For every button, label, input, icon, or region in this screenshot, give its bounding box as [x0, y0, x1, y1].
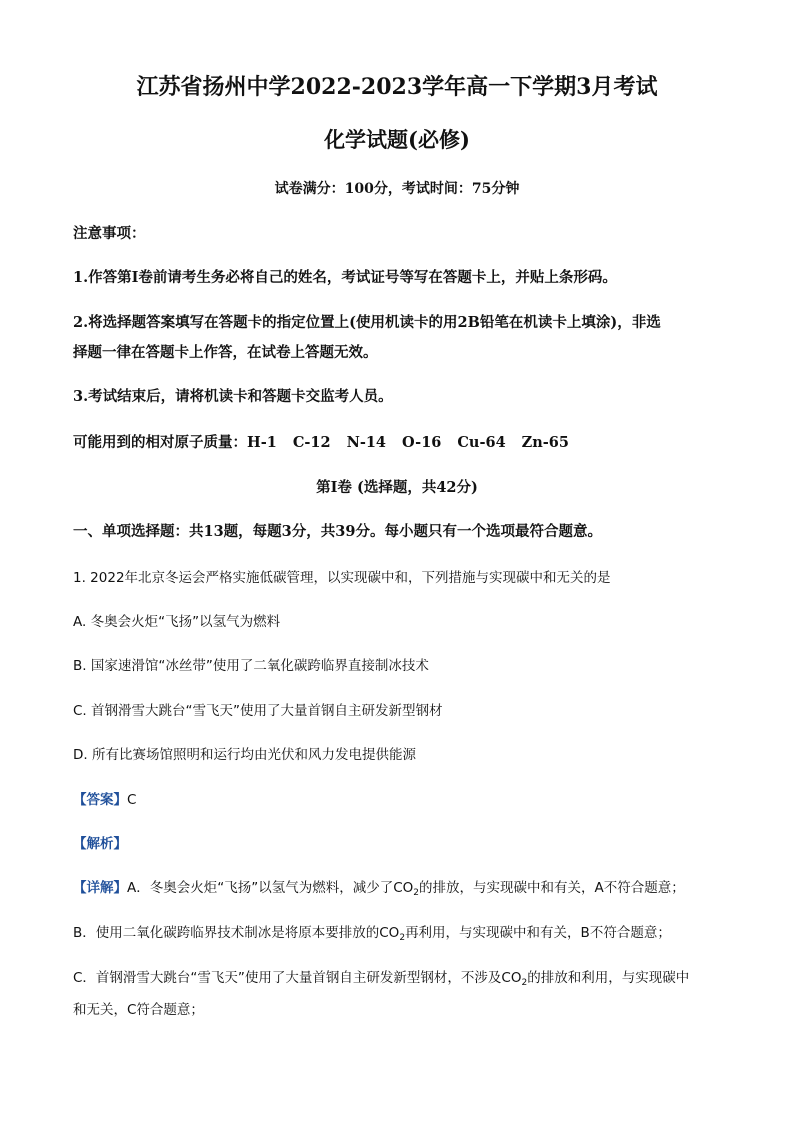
notes-item-2-line-1: 2.将选择题答案填写在答题卡的指定位置上(使用机读卡的用2B铅笔在机读卡上填涂)，非选: [73, 314, 661, 331]
detail-b-text: B．使用二氧化碳跨临界技术制冰是将原本要排放的CO: [73, 925, 400, 941]
detail-b-text-end: 再利用，与实现碳中和有关，B不符合题意；: [405, 925, 671, 941]
atomic-mass-item: Cu-64: [457, 434, 506, 451]
notes-item-1: 1.作答第Ⅰ卷前请考生务必将自己的姓名，考试证号等写在答题卡上，并贴上条形码。: [73, 269, 617, 286]
atomic-mass-item: C-12: [292, 434, 331, 451]
exam-title: 江苏省扬州中学2022-2023学年高一下学期3月考试: [136, 74, 658, 100]
notes-item-2-line-2: 择题一律在答题卡上作答，在试卷上答题无效。: [73, 344, 378, 361]
exam-subtitle: 化学试题(必修): [324, 127, 470, 152]
subscript: 2: [413, 888, 420, 898]
atomic-mass-item: O-16: [402, 434, 442, 451]
atomic-mass-item: H-1: [247, 434, 277, 451]
answer-line: [73, 788, 136, 808]
detail-b: [73, 921, 671, 943]
question-1-stem: 1. 2022年北京冬运会严格实施低碳管理，以实现碳中和，下列措施与实现碳中和无关的是: [73, 570, 611, 586]
atomic-masses: [73, 431, 585, 452]
question-1-option-b: B. 国家速滑馆“冰丝带”使用了二氧化碳跨临界直接制冰技术: [73, 658, 429, 674]
analysis-tag: 【解析】: [73, 836, 127, 852]
detail-c-text-end: 的排放和利用，与实现碳中: [527, 970, 690, 986]
detail-a-text: A．冬奥会火炬“飞扬”以氢气为燃料，减少了CO: [127, 880, 414, 896]
atomic-mass-item: N-14: [346, 434, 387, 451]
detail-a: [73, 876, 685, 898]
exam-info: 试卷满分：100分，考试时间：75分钟: [274, 181, 520, 197]
subscript: 2: [521, 978, 528, 988]
notes-heading: 注意事项：: [73, 225, 146, 242]
question-1-option-a: A. 冬奥会火炬“飞扬”以氢气为燃料: [73, 614, 281, 630]
question-1-option-d: D. 所有比赛场馆照明和运行均由光伏和风力发电提供能源: [73, 747, 416, 763]
analysis-line: [73, 832, 127, 852]
answer-tag: 【答案】: [73, 792, 127, 808]
part-title: 第Ⅰ卷 (选择题，共42分): [316, 479, 478, 496]
detail-c-text: C．首钢滑雪大跳台“雪飞天”使用了大量首钢自主研发新型钢材，不涉及CO: [73, 970, 522, 986]
notes-item-3: 3.考试结束后，请将机读卡和答题卡交监考人员。: [73, 388, 393, 405]
atomic-masses-label: 可能用到的相对原子质量：: [73, 434, 247, 451]
atomic-mass-item: Zn-65: [521, 434, 569, 451]
answer-value: C: [127, 792, 137, 808]
subscript: 2: [399, 933, 406, 943]
detail-a-text-end: 的排放，与实现碳中和有关，A不符合题意；: [419, 880, 685, 896]
detail-tag: 【详解】: [73, 880, 127, 896]
section-heading: 一、单项选择题：共13题，每题3分，共39分。每小题只有一个选项最符合题意。: [73, 523, 602, 540]
detail-c-line-2: 和无关，C符合题意；: [73, 1002, 204, 1018]
question-1-option-c: C. 首钢滑雪大跳台“雪飞天”使用了大量首钢自主研发新型钢材: [73, 703, 443, 719]
detail-c-line-1: [73, 966, 689, 988]
